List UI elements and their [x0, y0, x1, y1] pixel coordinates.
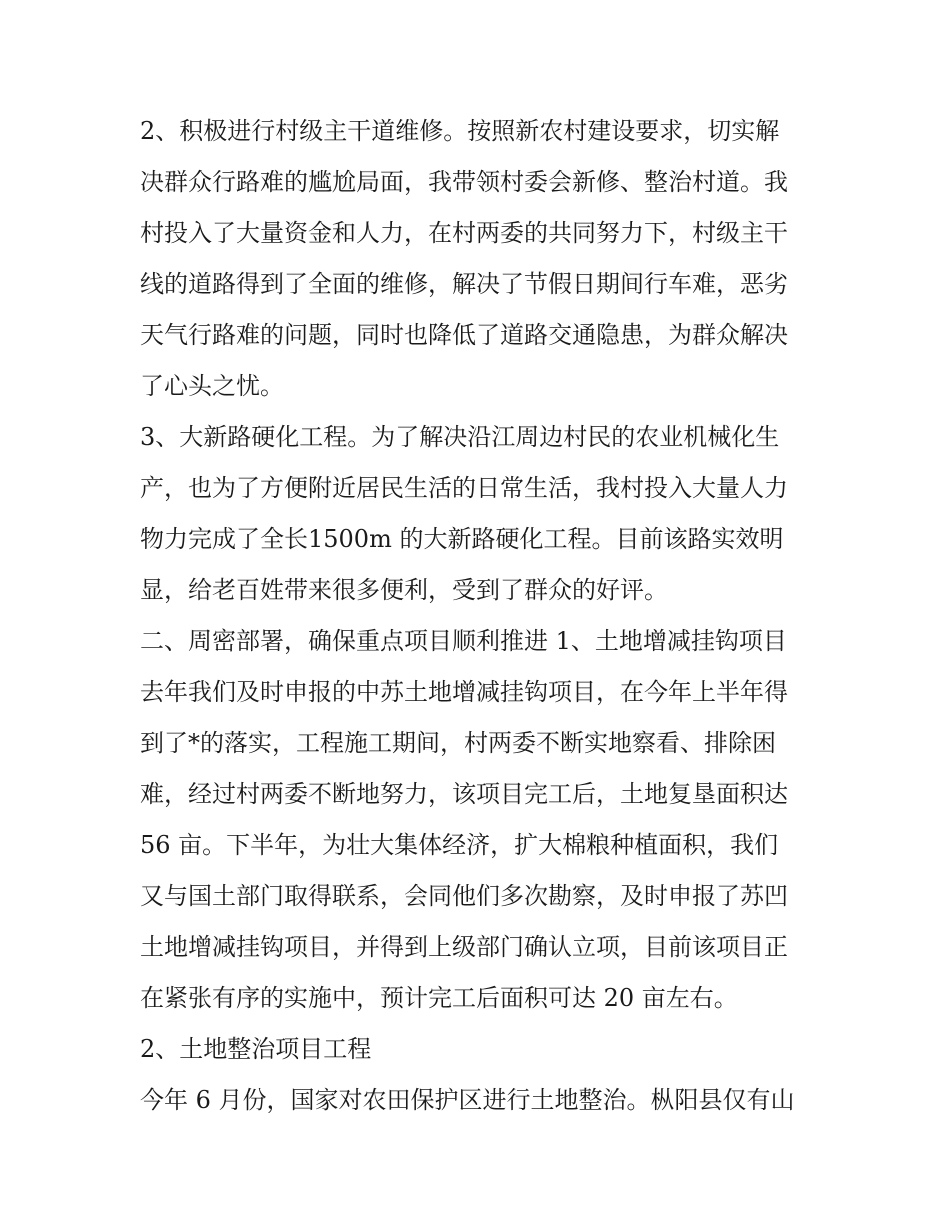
text-line: 二、周密部署，确保重点项目顺利推进 1、土地增减挂钩项目	[140, 627, 787, 655]
text-line: 线的道路得到了全面的维修，解决了节假日期间行车难，恶劣	[140, 270, 788, 298]
text-line: 物力完成了全长1500m 的大新路硬化工程。目前该路实效明	[140, 525, 784, 553]
text-line: 难，经过村两委不断地努力，该项目完工后，土地复垦面积达	[140, 780, 788, 808]
text-line: 又与国土部门取得联系，会同他们多次勘察，及时申报了苏凹	[140, 882, 788, 910]
text-line: 在紧张有序的实施中，预计完工后面积可达 20 亩左右。	[140, 984, 738, 1012]
text-line: 显，给老百姓带来很多便利，受到了群众的好评。	[140, 576, 668, 604]
text-line: 2、积极进行村级主干道维修。按照新农村建设要求，切实解	[140, 117, 780, 145]
text-line: 产，也为了方便附近居民生活的日常生活，我村投入大量人力	[140, 474, 788, 502]
text-line: 2、土地整治项目工程	[140, 1035, 372, 1063]
text-line: 到了*的落实，工程施工期间，村两委不断实地察看、排除困	[140, 729, 776, 757]
text-line: 天气行路难的问题，同时也降低了道路交通隐患，为群众解决	[140, 321, 788, 349]
text-line: 了心头之忧。	[140, 372, 284, 400]
text-line: 决群众行路难的尴尬局面，我带领村委会新修、整治村道。我	[140, 168, 788, 196]
text-line: 土地增减挂钩项目，并得到上级部门确认立项，目前该项目正	[140, 933, 788, 961]
text-line: 3、大新路硬化工程。为了解决沿江周边村民的农业机械化生	[140, 423, 780, 451]
text-line: 去年我们及时申报的中苏土地增减挂钩项目，在今年上半年得	[140, 678, 788, 706]
document-body	[140, 106, 820, 1126]
text-line: 村投入了大量资金和人力，在村两委的共同努力下，村级主干	[140, 219, 788, 247]
text-line: 56 亩。下半年，为壮大集体经济，扩大棉粮种植面积，我们	[140, 831, 779, 859]
text-line: 今年 6 月份，国家对农田保护区进行土地整治。枞阳县仅有山	[140, 1086, 795, 1114]
